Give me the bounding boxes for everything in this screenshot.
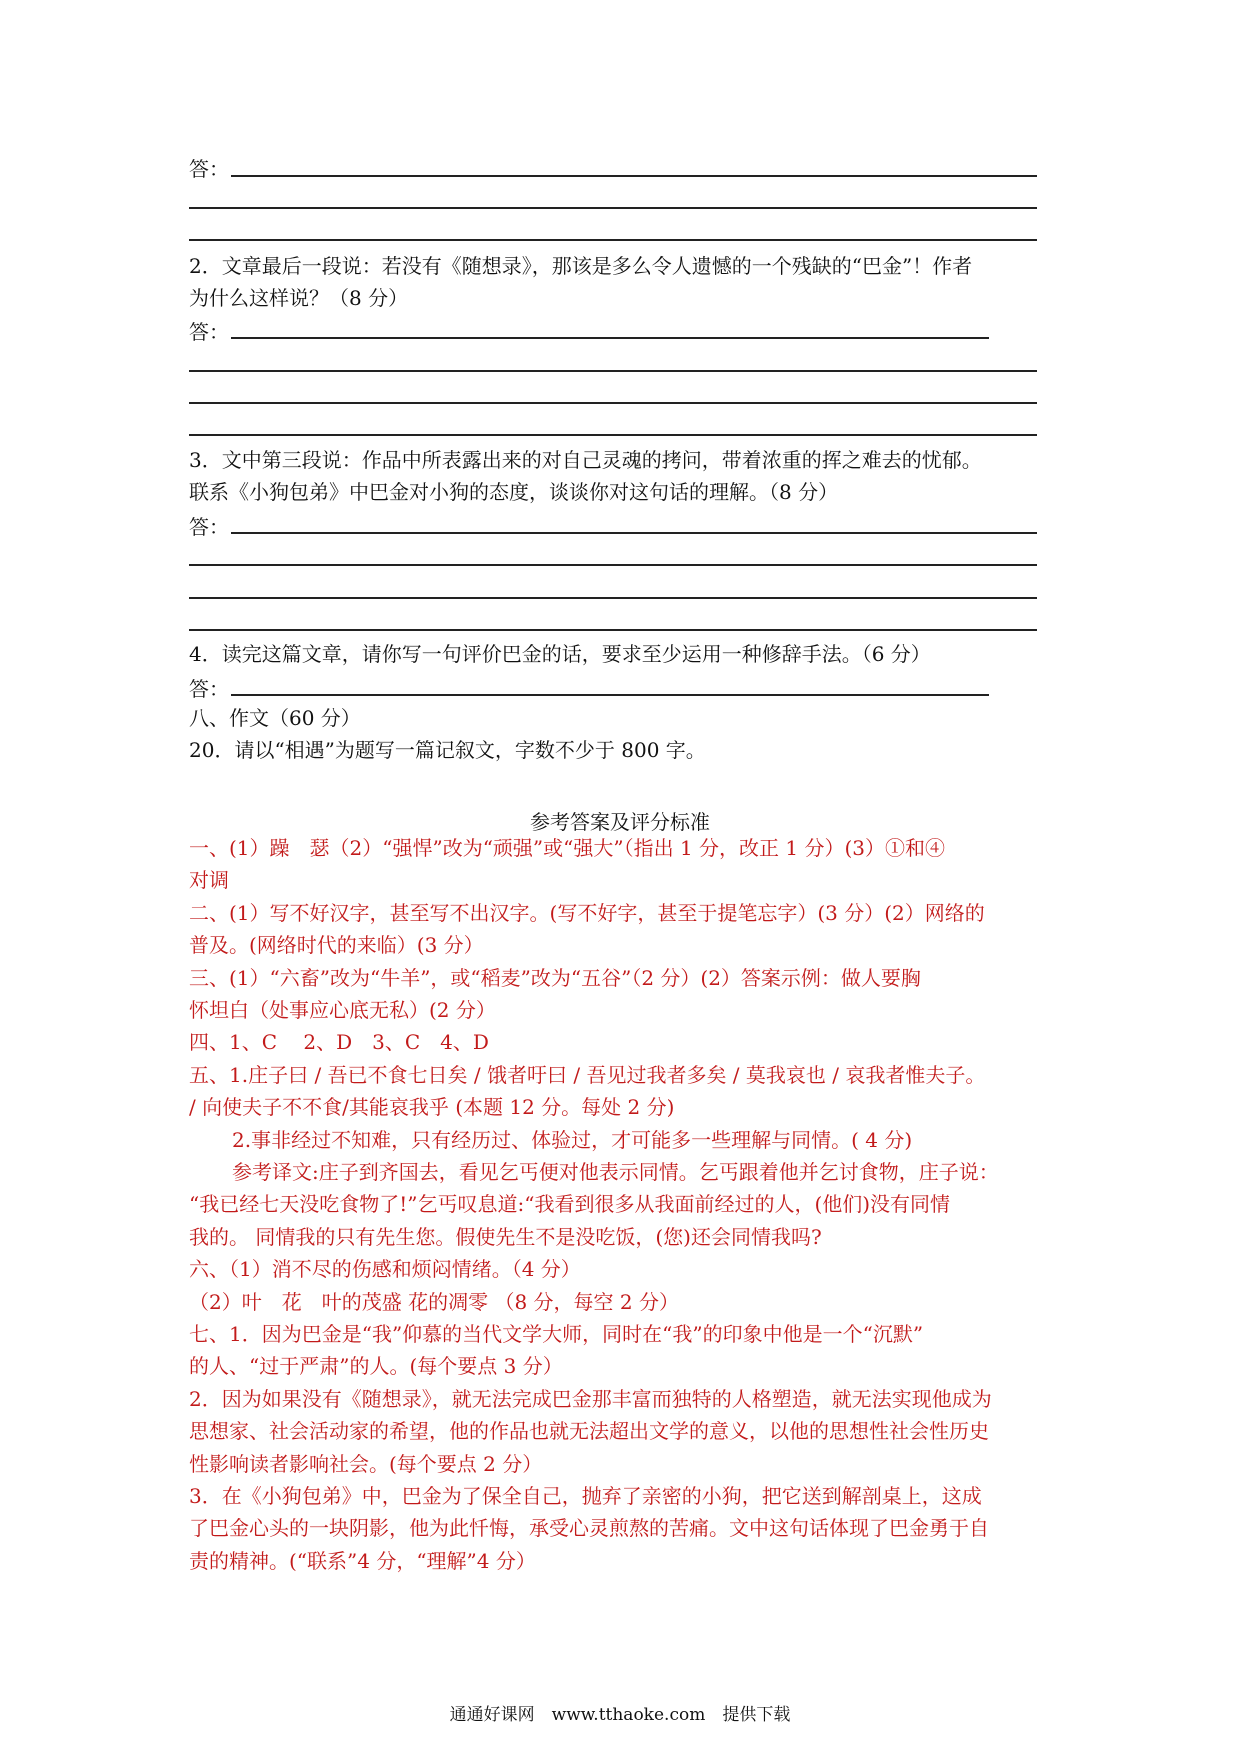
answer-label: 答：: [189, 515, 229, 539]
answer-line-text: 三、(1）“六畜”改为“牛羊”，或“稻麦”改为“五谷”（2 分）(2）答案示例：做人要胸: [189, 966, 921, 990]
answer-line-text: 怀坦白（处事应心底无私）(2 分）: [189, 998, 496, 1022]
answer-line-text: 3．在《小狗包弟》中，巴金为了保全自己，抛弃了亲密的小狗，把它送到解剖桌上，这成: [189, 1484, 982, 1508]
answer-line-text: 六、（1）消不尽的伤感和烦闷情绪。（4 分）: [189, 1257, 581, 1281]
answer-line: [189, 239, 1037, 241]
answer-line-text: 性影响读者影响社会。(每个要点 2 分）: [189, 1452, 543, 1476]
answer-line-text: 的人、“过于严肃”的人。(每个要点 3 分）: [189, 1354, 563, 1378]
answer-label: 答：: [189, 320, 229, 344]
answer-line-text: 对调: [189, 868, 229, 892]
answer-line-text: / 向使夫子不不食/其能哀我乎 (本题 12 分。每处 2 分): [189, 1095, 675, 1119]
answer-line-text: 七、1．因为巴金是“我”仰慕的当代文学大师，同时在“我”的印象中他是一个“沉默”: [189, 1322, 924, 1346]
question-3-line1: 3．文中第三段说：作品中所表露出来的对自己灵魂的拷问，带着浓重的挥之难去的忧郁。: [189, 448, 982, 472]
section-8-heading: 八、作文（60 分）: [189, 706, 361, 730]
question-4-line1: 4．读完这篇文章，请你写一句评价巴金的话，要求至少运用一种修辞手法。（6 分）: [189, 642, 931, 666]
answer-line-text: 四、1、C 2、D 3、C 4、D: [189, 1030, 489, 1054]
answer-line: [231, 337, 989, 339]
question-2-line2: 为什么这样说？（8 分）: [189, 286, 409, 310]
answer-line-text: 二、(1）写不好汉字，甚至写不出汉字。(写不好字，甚至于提笔忘字）(3 分）(2）网络的: [189, 901, 985, 925]
answer-line: [189, 402, 1037, 404]
answer-line: [231, 694, 989, 696]
question-20: 20．请以“相遇”为题写一篇记叙文，字数不少于 800 字。: [189, 738, 706, 762]
answer-line-text: 一、(1）躁 瑟（2）“强悍”改为“顽强”或“强大”（指出 1 分，改正 1 分）(3）①和④: [189, 836, 946, 860]
page-footer: 通通好课网 www.tthaoke.com 提供下载: [449, 1705, 791, 1725]
answer-line-text: 思想家、社会活动家的希望，他的作品也就无法超出文学的意义，以他的思想性社会性历史: [189, 1419, 989, 1443]
answer-line: [189, 207, 1037, 209]
answer-line-text: 2．因为如果没有《随想录》，就无法完成巴金那丰富而独特的人格塑造，就无法实现他成为: [189, 1387, 992, 1411]
question-3-line2: 联系《小狗包弟》中巴金对小狗的态度，谈谈你对这句话的理解。（8 分）: [189, 480, 839, 504]
answer-line-text: 责的精神。(“联系”4 分，“理解”4 分）: [189, 1549, 536, 1573]
answer-line-text: 我的。 同情我的只有先生您。假使先生不是没吃饭，(您)还会同情我吗?: [189, 1225, 822, 1249]
question-2-line1: 2．文章最后一段说：若没有《随想录》，那该是多么令人遗憾的一个残缺的“巴金”！作者: [189, 254, 973, 278]
answer-line-text: 五、1.庄子曰 / 吾已不食七日矣 / 饿者吁曰 / 吾见过我者多矣 / 莫我哀也 / 哀我者惟夫子。: [189, 1063, 986, 1087]
answer-line-text: 参考译文:庄子到齐国去，看见乞丐便对他表示同情。乞丐跟着他并乞讨食物，庄子说：: [232, 1160, 999, 1184]
answer-line: [189, 370, 1037, 372]
answer-line-text: （2）叶 花 叶的茂盛 花的凋零 （8 分，每空 2 分）: [189, 1290, 679, 1314]
answer-line: [189, 434, 1037, 436]
answer-line: [189, 597, 1037, 599]
answer-label: 答：: [189, 157, 229, 181]
answer-line: [189, 629, 1037, 631]
answer-line-text: 普及。(网络时代的来临）(3 分）: [189, 933, 484, 957]
answer-line: [231, 532, 1037, 534]
answer-line-text: “我已经七天没吃食物了!”乞丐叹息道:“我看到很多从我面前经过的人，(他们)没有同情: [189, 1192, 951, 1216]
answer-line: [231, 175, 1037, 177]
answer-line: [189, 564, 1037, 566]
answers-title: 参考答案及评分标准: [530, 810, 710, 834]
answer-line-text: 2.事非经过不知难，只有经历过、体验过，才可能多一些理解与同情。( 4 分): [232, 1128, 913, 1152]
answer-line-text: 了巴金心头的一块阴影，他为此忏悔，承受心灵煎熬的苦痛。文中这句话体现了巴金勇于自: [189, 1516, 989, 1540]
answer-label: 答：: [189, 677, 229, 701]
